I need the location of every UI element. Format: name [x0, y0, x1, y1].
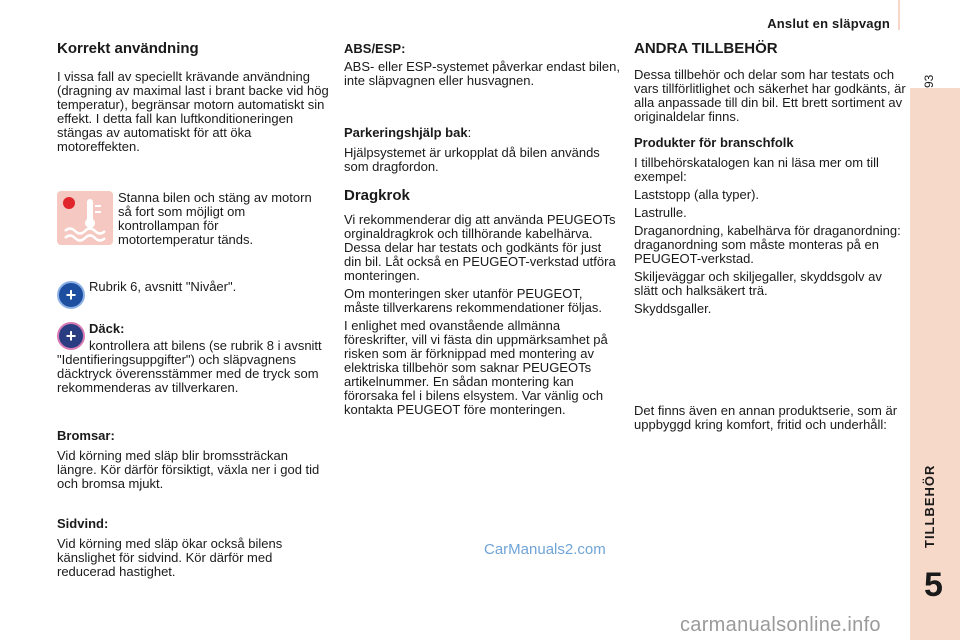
accessories-title: ANDRA TILLBEHÖR [634, 40, 778, 57]
warning-text: Stanna bilen och stäng av motorn så fort som möjligt om kontrollampan för motortemperatur tänds. [118, 190, 312, 247]
chapter-label: TILLBEHÖR [922, 464, 937, 548]
brakes-text: Vid körning med släp blir bromssträckan längre. Kör därför försiktigt, växla ner i god tid och bromsa mjukt. [57, 448, 320, 491]
column-2 [344, 42, 620, 92]
towbar-p3: I enlighet med ovanstående allmänna föreskrifter, vill vi fästa din uppmärksamhet på risken som är förknippad med montering av elektriska tillbehör som saknar PEUGEOTs artikelnummer. En sådan montering kan förorsaka fel i bilens elsystem. Var vänlig och kontakta PEUGEOT före monteringen. [344, 318, 608, 417]
list-item: Lastrulle. [634, 205, 687, 220]
list-item: Laststopp (alla typer). [634, 187, 760, 202]
chapter-sidebar [910, 88, 960, 640]
list-item: Draganordning, kabelhärva för draganordning: draganordning som måste monteras på en PEUGEOT-verkstad. [634, 223, 901, 266]
info-note [89, 280, 319, 298]
column-1 [57, 42, 329, 158]
chapter-number: 5 [924, 566, 943, 604]
list-item: I tillbehörskatalogen kan ni läsa mer om till exempel: [634, 155, 879, 184]
abs-text: ABS- eller ESP-systemet påverkar endast bilen, inte släpvagnen eller husvagnen. [344, 59, 621, 88]
usage-intro: I vissa fall av speciellt krävande användning (dragning av maximal last i brant backe vid hög temperatur), begränsar motorn automatiskt sin effekt. I detta fall kan luftkonditioneringen stängas av automatiskt för att öka motoreffekten. [57, 69, 329, 154]
accessories-intro: Dessa tillbehör och delar som har testats och vars tillförlitlighet och säkerhet har godkänts, är alla anpassade till din bil. Ett brett sortiment av originaldelar finns. [634, 67, 906, 124]
warning-note [118, 191, 318, 251]
column-3 [634, 42, 906, 320]
park-text: Hjälpsystemet är urkopplat då bilen används som dragfordon. [344, 145, 600, 174]
page-header-title: Anslut en släpvagn [767, 16, 890, 31]
plus-info-icon: + [57, 281, 85, 309]
towbar-title: Dragkrok [344, 187, 410, 204]
tyres-text: kontrollera att bilens (se rubrik 8 i avsnitt "Identifieringsuppgifter") och släpvagnens däcktryck överensstämmer med de tryck som rekommenderas av tillverkaren. [57, 338, 322, 395]
tyres-block [57, 339, 329, 399]
brakes-title: Bromsar: [57, 428, 115, 443]
abs-title: ABS/ESP: [344, 41, 406, 56]
towbar-p2: Om monteringen sker utanför PEUGEOT, måste tillverkarens rekommendationer följas. [344, 286, 602, 315]
brakes-block [57, 429, 329, 495]
info-text: Rubrik 6, avsnitt "Nivåer". [89, 279, 237, 294]
section-title-usage: Korrekt användning [57, 40, 199, 57]
header-rule [898, 0, 900, 30]
park-title: Parkeringshjälp bak [344, 125, 468, 140]
page-number: 93 [922, 74, 936, 88]
watermark-carmanualsonline: carmanualsonline.info [680, 614, 881, 636]
plus-info-icon: + [57, 322, 85, 350]
towbar-p1: Vi rekommenderar dig att använda PEUGEOTs orginaldragkrok och tillhörande kabelhärva. Dessa delar har testats och godkänts för just din bil. Låt också en PEUGEOT-verkstad utföra monteringen. [344, 212, 616, 283]
towbar-block [344, 189, 620, 421]
park-block [344, 126, 620, 178]
wind-text: Vid körning med släp ökar också bilens känslighet för sidvind. Kör därför med reducerad hastighet. [57, 536, 283, 579]
list-item: Skiljeväggar och skiljegaller, skyddsgolv av slätt och halksäkert trä. [634, 269, 882, 298]
wind-title: Sidvind: [57, 516, 109, 531]
outro-block [634, 404, 906, 436]
park-colon: : [467, 125, 472, 140]
tyres-title: Däck: [89, 321, 125, 336]
list-item: Skyddsgaller. [634, 301, 712, 316]
outro-text: Det finns även en annan produktserie, som är uppbyggd kring komfort, fritid och underhåll: [634, 403, 898, 432]
wind-block [57, 517, 329, 583]
products-title: Produkter för branschfolk [634, 135, 794, 150]
engine-temperature-icon [57, 191, 113, 245]
watermark-carmanuals: CarManuals2.com [484, 541, 606, 558]
